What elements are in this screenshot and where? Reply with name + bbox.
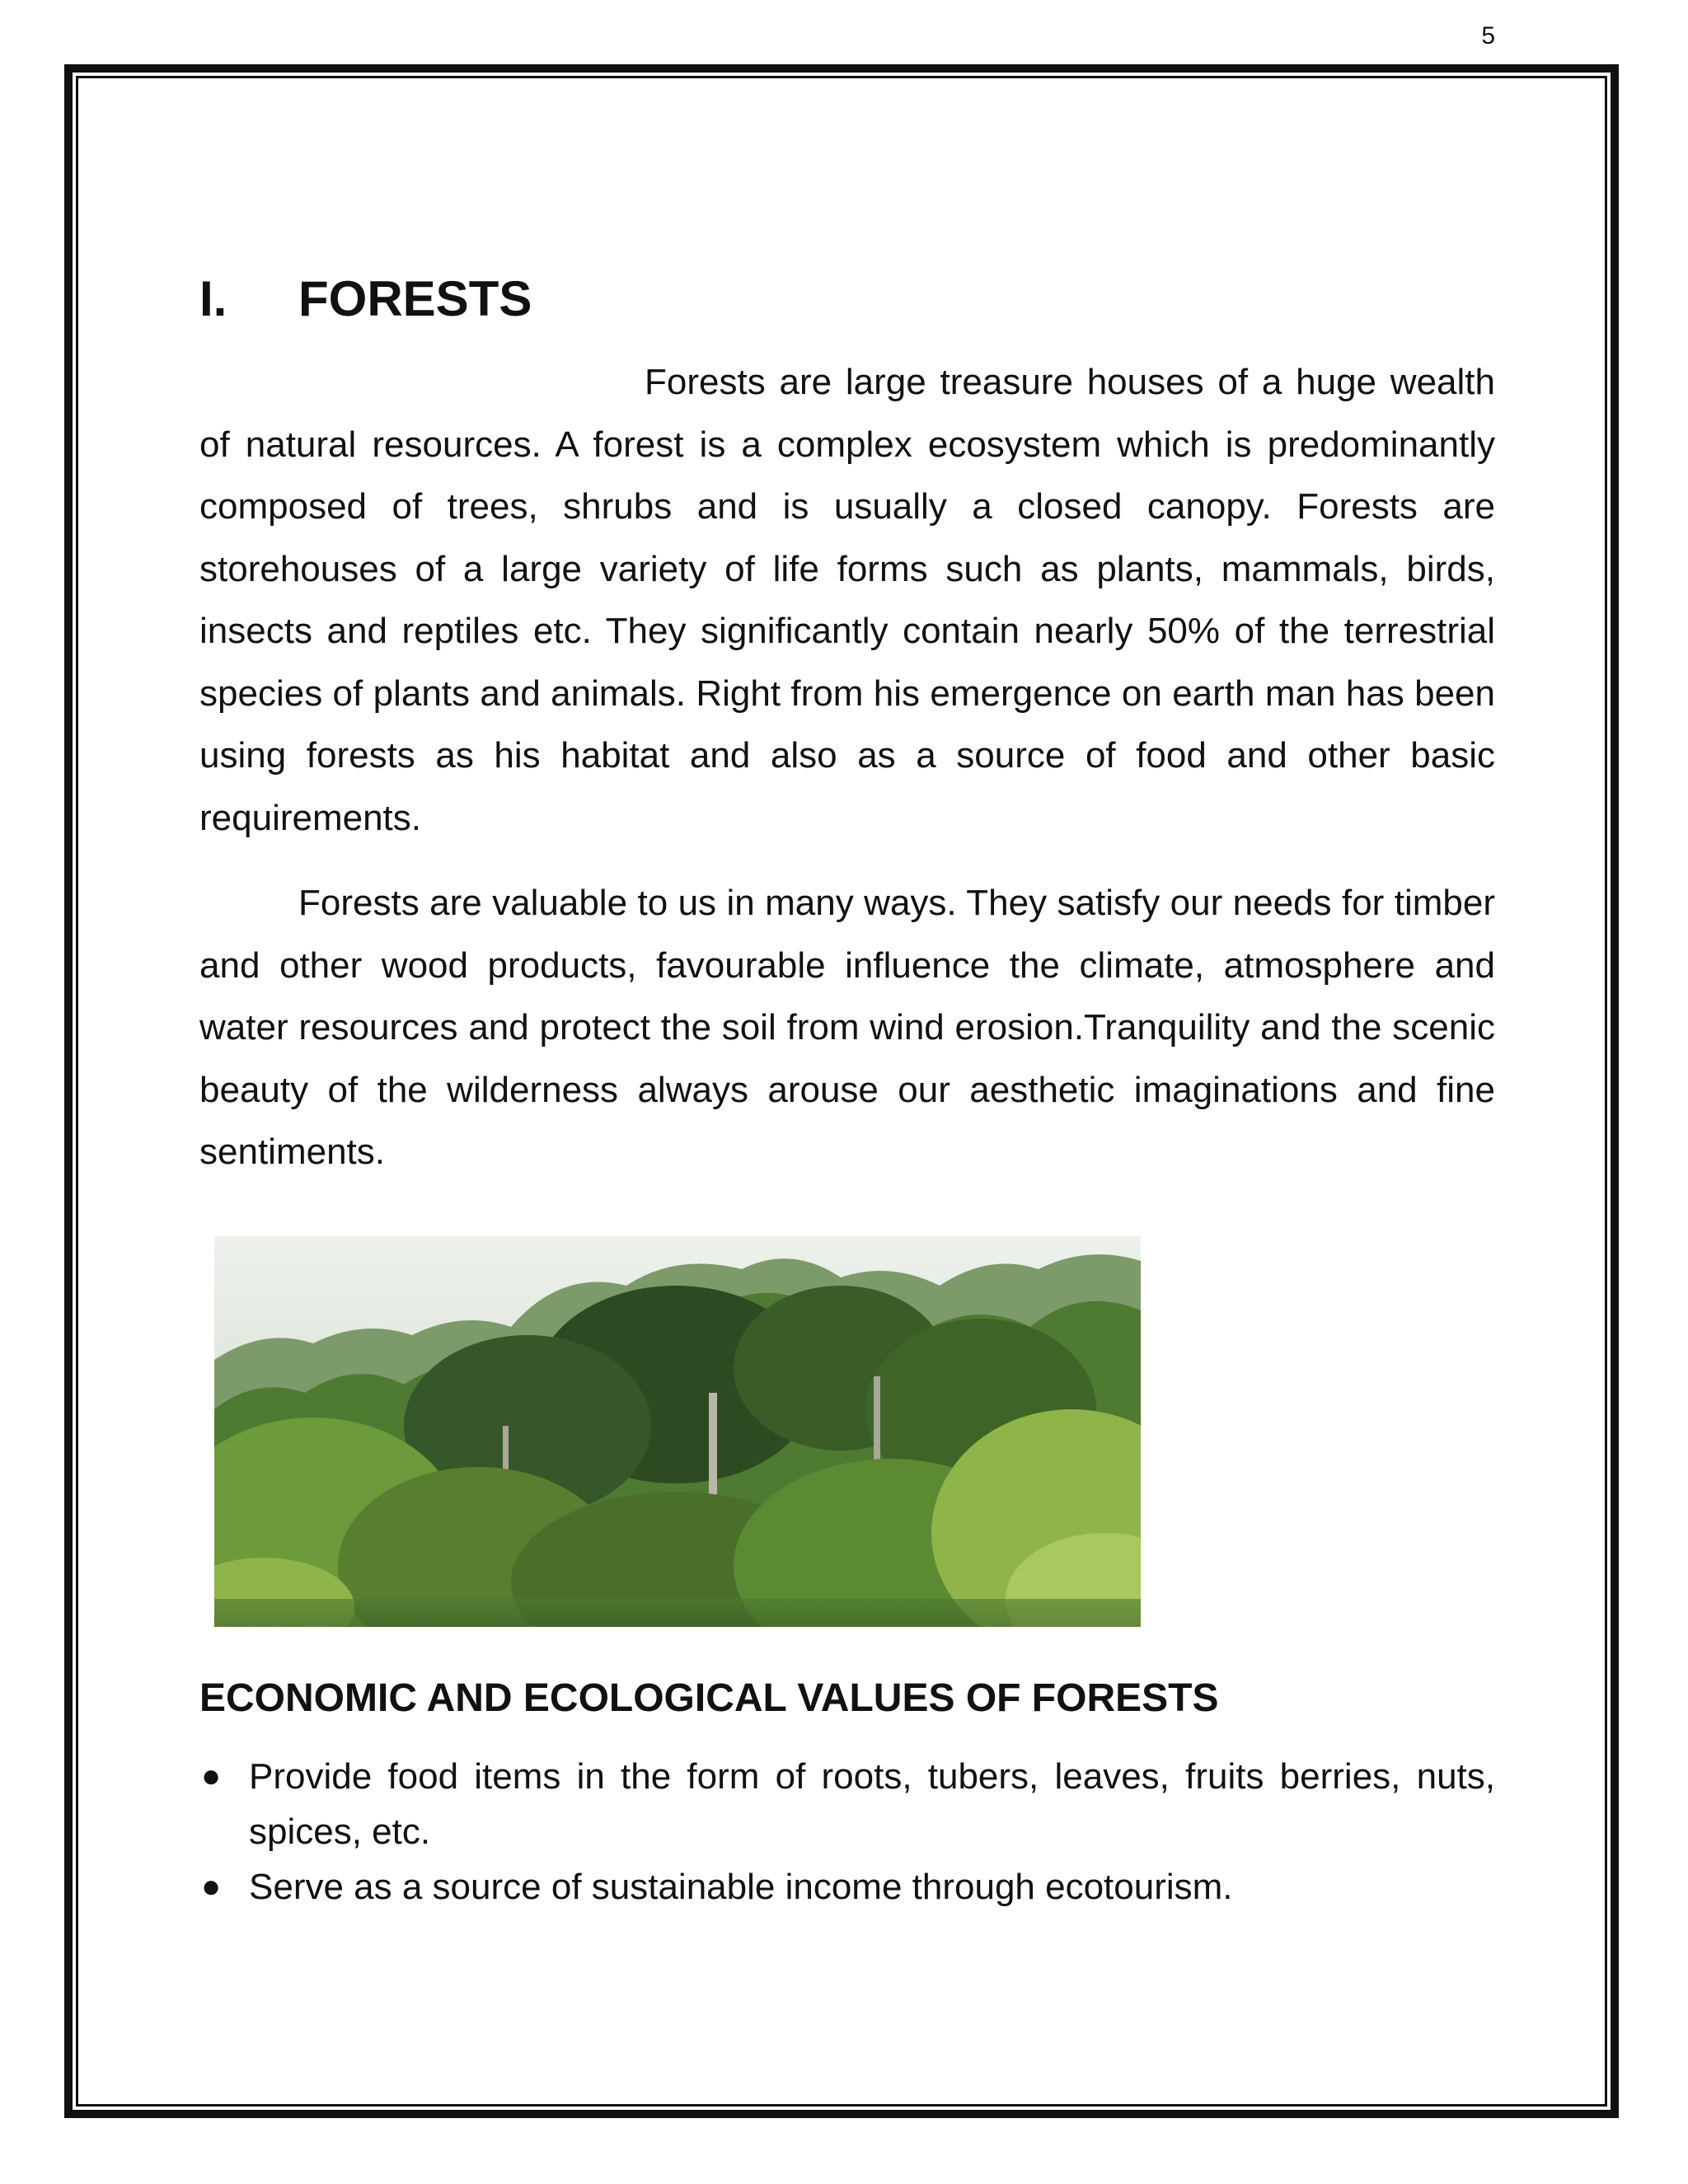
bullet-icon: ● <box>201 1868 222 1905</box>
values-list <box>199 1749 1495 1915</box>
section-subheading: ECONOMIC AND ECOLOGICAL VALUES OF FORESTS <box>199 1675 1219 1720</box>
list-item-text: Serve as a source of sustainable income through ecotourism. <box>249 1866 1233 1907</box>
section-number: I. <box>199 271 227 326</box>
section-title: FORESTS <box>298 271 532 326</box>
list-item <box>199 1859 1495 1915</box>
forest-photo <box>214 1236 1141 1627</box>
bullet-icon: ● <box>201 1757 222 1794</box>
list-item-text: Provide food items in the form of roots, tubers, leaves, fruits berries, nuts, spices, etc. <box>249 1755 1495 1852</box>
paragraph-intro: Forests are large treasure houses of a huge wealth of natural resources. A forest is a complex ecosystem which is predominantly composed of trees, shrubs and is usually a closed canopy. Forests are storehouses of a large variety of life forms such as plants, mammals, birds, insects and reptiles etc. They significantly contain nearly 50% of the terrestrial species of plants and animals. Right from his emergence on earth man has been using forests as his habitat and also as a source of food and other basic requirements. <box>199 362 1495 838</box>
list-item <box>199 1749 1495 1859</box>
page-number: 5 <box>1481 22 1495 49</box>
page-content <box>199 269 1495 1915</box>
section-heading <box>199 269 1495 330</box>
paragraph-values: Forests are valuable to us in many ways. They satisfy our needs for timber and other wood products, favourable influence the climate, atmosphere and water resources and protect the soil from wind erosion.Tranquility and the scenic beauty of the wilderness always arouse our aesthetic imaginations and fine sentiments. <box>199 883 1495 1172</box>
